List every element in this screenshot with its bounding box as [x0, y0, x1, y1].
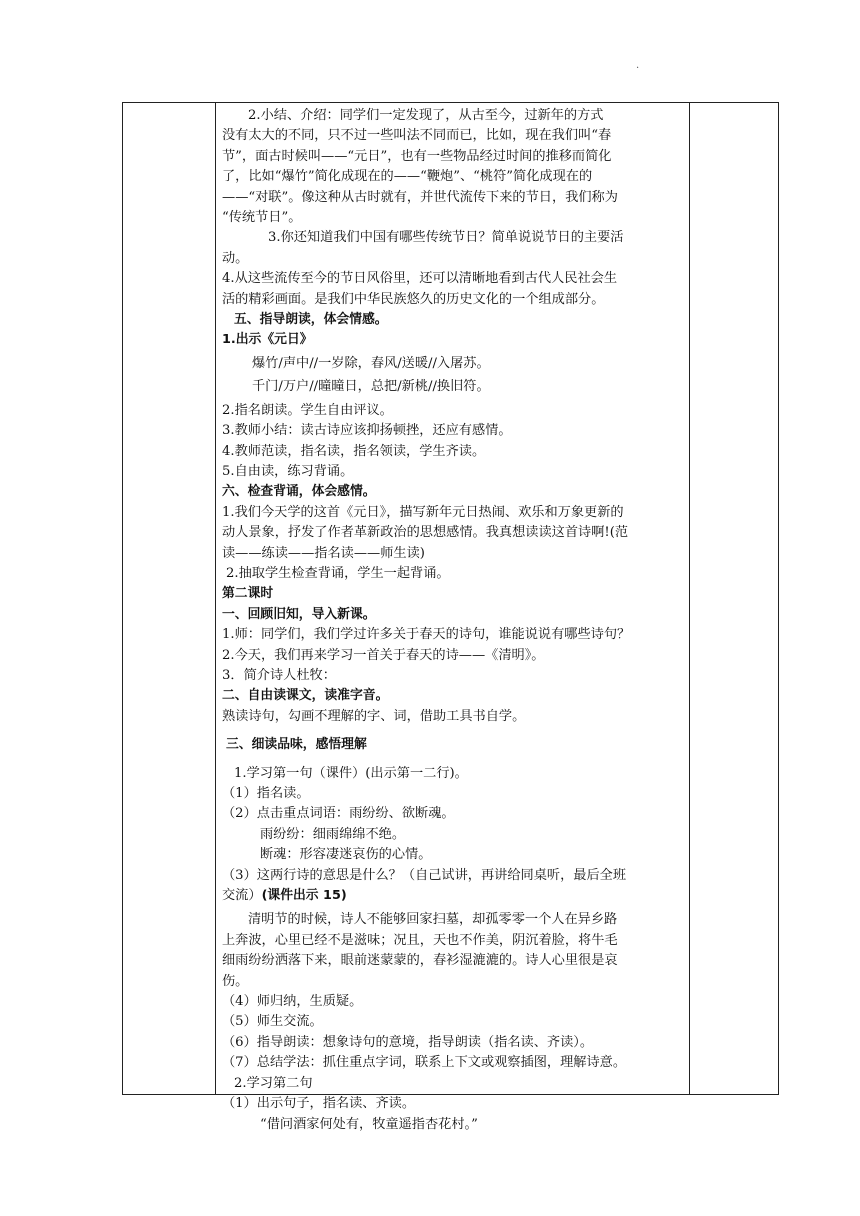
text-line: 3．简介诗人杜牧： [222, 667, 336, 683]
text-line: 2.抽取学生检查背诵，学生一起背诵。 [226, 565, 450, 581]
text-line: （2）点击重点词语：雨纷纷、欲断魂。 [222, 806, 455, 822]
text-line: “传统节日”。 [222, 210, 302, 226]
text-line: 动。 [222, 250, 249, 266]
text-line: 读——练读——指名读——师生读) [222, 545, 425, 561]
text-line [222, 886, 688, 906]
text-line: （6）指导朗读：想象诗句的意境，指导朗读（指名读、齐读）。 [222, 1034, 594, 1050]
text-line: 上奔波，心里已经不是滋味；况且，天也不作美，阴沉着脸，将牛毛 [222, 932, 618, 948]
column-divider [215, 103, 216, 1094]
text-line: 了，比如“爆竹”简化成现在的——“鞭炮”、“桃符”简化成现在的 [222, 169, 593, 185]
courseware-note: (课件出示 15) [261, 888, 347, 904]
corner-mark: . [636, 60, 640, 71]
text-line: （4）师归纳，生质疑。 [222, 994, 363, 1010]
lesson-content [222, 106, 688, 1135]
text-line: 熟读诗句，勾画不理解的字、词，借助工具书自学。 [222, 708, 526, 724]
text-line: 4.从这些流传至今的节日风俗里，还可以清晰地看到古代人民社会生 [222, 271, 618, 287]
section-heading: 三、细读品味，感悟理解 [226, 737, 367, 753]
text-line: 断魂：形容凄迷哀伤的心情。 [260, 847, 432, 863]
text-line: 2.今天，我们再来学习一首关于春天的诗——《清明》。 [222, 647, 545, 663]
text-line: 1.师：同学们，我们学过许多关于春天的诗句，谁能说说有哪些诗句？ [222, 627, 631, 643]
text-line: 4.教师范读，指名读，指名领读，学生齐读。 [222, 443, 486, 459]
section-heading: 五、指导朗读，体会情感。 [234, 312, 388, 328]
section-heading: 二、自由读课文，读准字音。 [222, 688, 389, 704]
text-line: 节”，面古时候叫——“元日”，也有一些物品经过时间的推移而简化 [222, 148, 612, 164]
text-span: 交流） [222, 888, 262, 904]
poem-line: 千门/万户//曈曈日，总把/新桃//换旧符。 [252, 379, 490, 395]
text-line: 细雨纷纷洒落下来，眼前迷蒙蒙的，春衫湿漉漉的。诗人心里很是哀 [222, 953, 618, 969]
poem-line: 爆竹/声中//一岁除，春风/送暖//入屠苏。 [252, 355, 490, 371]
text-line: （1）出示句子，指名读、齐读。 [222, 1096, 416, 1112]
text-line: 2.小结、介绍：同学们一定发现了，从古至今，过新年的方式 [248, 108, 604, 123]
text-line: 活的精彩画面。是我们中华民族悠久的历史文化的一个组成部分。 [222, 291, 605, 307]
text-line: 5.自由读，练习背诵。 [222, 463, 354, 479]
text-line: 1.我们今天学的这首《元日》，描写新年元日热闹、欢乐和万象更新的 [222, 504, 624, 520]
text-line: 雨纷纷：细雨绵绵不绝。 [260, 826, 406, 842]
text-line: 3.你还知道我们中国有哪些传统节日？简单说说节日的主要活 [268, 230, 624, 246]
column-divider [689, 103, 690, 1094]
text-line: 动人景象，抒发了作者革新政治的思想感情。我真想读读这首诗啊!(范 [222, 525, 629, 541]
text-line: 没有太大的不同，只不过一些叫法不同而已，比如，现在我们叫“春 [222, 128, 612, 144]
text-line: 1.学习第一句（课件）(出示第一二行)。 [234, 765, 468, 781]
text-line: 2.学习第二句 [234, 1075, 313, 1091]
text-line: 清明节的时候，诗人不能够回家扫墓，却孤零零一个人在异乡路 [248, 912, 618, 928]
lesson-heading: 第二课时 [222, 586, 274, 602]
text-line: （5）师生交流。 [222, 1014, 323, 1030]
section-heading: 一、回顾旧知，导入新课。 [222, 606, 376, 622]
section-heading: 六、检查背诵，体会感情。 [222, 484, 376, 500]
text-line: ——“对联”。像这种从古时就有，并世代流传下来的节日，我们称为 [222, 189, 618, 205]
text-line: 2.指名朗读。学生自由评议。 [222, 402, 393, 418]
text-line: 3.教师小结：读古诗应该抑扬顿挫，还应有感情。 [222, 423, 512, 439]
text-line: （1）指名读。 [222, 786, 310, 801]
subsection-heading: 1.出示《元日》 [222, 332, 313, 348]
text-line: （7）总结学法：抓住重点字词，联系上下文或观察插图，理解诗意。 [222, 1055, 627, 1071]
quote-line: “借问酒家何处有，牧童遥指杏花村。” [260, 1116, 478, 1132]
text-line: （3）这两行诗的意思是什么？（自己试讲，再讲给同桌听，最后全班 [222, 867, 627, 883]
text-line: 伤。 [222, 973, 249, 989]
